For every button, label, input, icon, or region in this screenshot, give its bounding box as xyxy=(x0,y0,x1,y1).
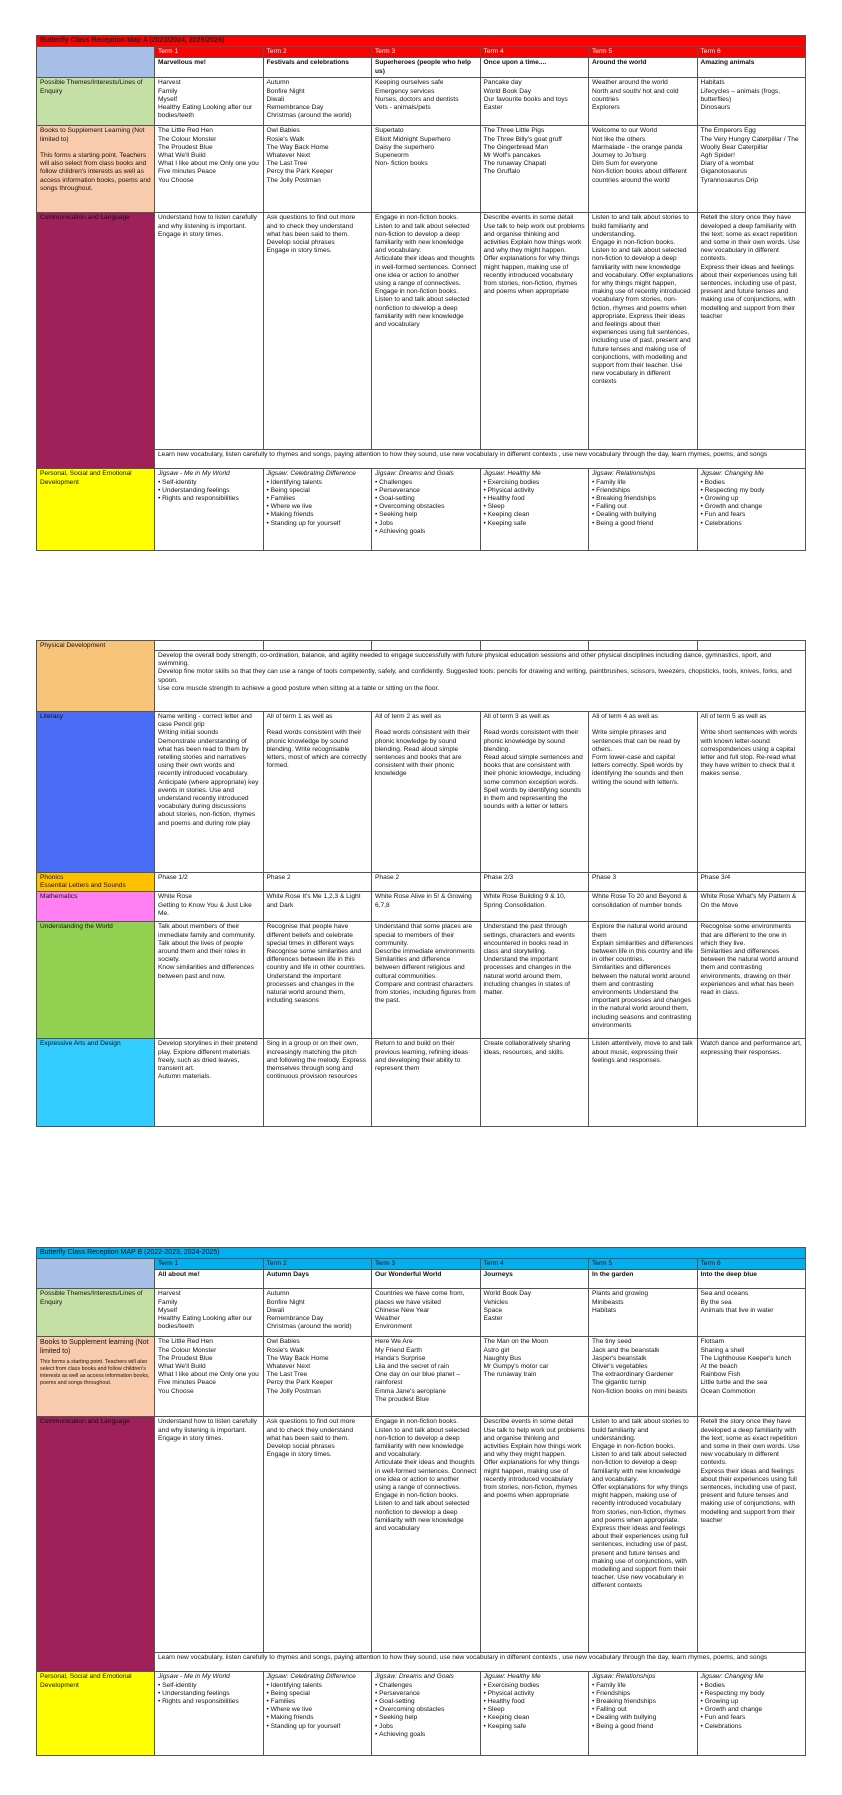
psed-heading: Jigsaw: Relationships xyxy=(592,470,656,478)
map-b-corner xyxy=(37,1259,155,1289)
blank-cell xyxy=(480,641,589,651)
map-a-comm-1: Understand how to listen carefully and why listening is important. Engage in story times. xyxy=(155,213,264,450)
psed-list-item: • Healthy food xyxy=(484,495,586,503)
psed-list-item: • Challenges xyxy=(375,1682,477,1690)
psed-list-item: • Growing up xyxy=(701,1698,803,1706)
map-a-psed-label: Personal, Social and Emotional Development xyxy=(37,469,155,551)
map-b-themes-2: Autumn Bonfire Night Diwali Remembrance Day Christmas (around the world) xyxy=(263,1289,372,1337)
psed-list-item: • Families xyxy=(267,495,369,503)
psed-list-item: • Celebrations xyxy=(701,1723,803,1731)
psed-list-item: • Perseverance xyxy=(375,1690,477,1698)
psed-list-item: • Breaking friendships xyxy=(592,495,694,503)
map-b-books-note: This forms a starting point. Teachers will also select from class books and follow children's interests as well as access information books, poems and songs throughout. xyxy=(40,1359,150,1387)
maths-3: White Rose Alive in 5! & Growing 6,7,8 xyxy=(372,892,481,922)
map-a-themes-label: Possible Themes/Interests/Lines of Enquiry xyxy=(37,78,155,126)
map-b-books-label-cell xyxy=(37,1337,155,1417)
map-b-term-4: Term 4 xyxy=(480,1259,589,1270)
map-a-themes-1: Harvest Family Myself Healthy Eating Looking after our bodies/teeth xyxy=(155,78,264,126)
psed-list-item: • Rights and responsibilities xyxy=(158,495,260,503)
map-b-themes-3: Countries we have come from, places we have visited Chinese New Year Weather Environment xyxy=(372,1289,481,1337)
physical-label: Physical Development xyxy=(37,641,155,712)
map-a-topic-6: Amazing animals xyxy=(697,58,806,78)
map-b-topic-2: Autumn Days xyxy=(263,1270,372,1289)
map-a-comm-6: Retell the story once they have developed a deep familiarity with the text; some as exact repetition and some in their own words. Use new vocabulary in different contexts. Express their ideas and feelings about their experiences using full sentences, including use of past, present and future tenses and making use of conjunctions, with modelling and support from their teacher xyxy=(697,213,806,450)
map-b-psed-5 xyxy=(589,1672,698,1756)
map-b-books-2: Owl Babies Rosie's Walk The Way Back Home Whatever Next The Last Tree Percy the Park Keeper The Jolly Postman xyxy=(263,1337,372,1417)
map-b-comm-4: Describe events in some detail Use talk to help work out problems and organise thinking and activities Explain how things work and why they might happen. Offer explanations for why things might happen, making use of recently introduced vocabulary from stories, non-fiction, rhymes and poems when appropriate xyxy=(480,1417,589,1653)
map-b-psed-6 xyxy=(697,1672,806,1756)
map-a-title: Butterfly Class Reception Map A (2023/2024, 2025/2026) xyxy=(37,36,806,47)
map-b-comm-label: Communication and Language xyxy=(37,1417,155,1672)
phonics-5: Phase 3 xyxy=(589,873,698,892)
psed-list xyxy=(484,479,586,528)
psed-list xyxy=(592,479,694,528)
phonics-label: Phonics Essential Letters and Sounds xyxy=(37,873,155,892)
ead-2: Sing in a group or on their own, increasingly matching the pitch and following the melody. Express themselves through song and continuous provision resources xyxy=(263,1039,372,1127)
map-a xyxy=(36,35,806,551)
map-b-books-1: The Little Red Hen The Colour Monster The Proudest Blue What We'll Build What I like about me Only one you Five minutes Peace You Choose xyxy=(155,1337,264,1417)
literacy-2: All of term 1 as well as Read words consistent with their phonic knowledge by sound blending. Write recognisable letters, most of which are correctly formed. xyxy=(263,712,372,873)
map-a-comm-span: Learn new vocabulary, listen carefully to rhymes and songs, paying attention to how they sound, use new vocabulary in different contexts , use new vocabulary through the day, learn rhymes, poems, and songs xyxy=(155,450,806,469)
maths-2: White Rose It's Me 1,2,3 & Light and Dark xyxy=(263,892,372,922)
utw-6: Recognise some environments that are different to the one in which they live. Similarities and differences between the natural world around them and contrasting environments, drawing on their experiences and what has been read in class. xyxy=(697,922,806,1039)
map-b-comm-6: Retell the story once they have developed a deep familiarity with the text; some as exact repetition and some in their own words. Use new vocabulary in different contexts. Express their ideas and feelings about their experiences using full sentences, including use of past, present and future tenses and making use of conjunctions, with modelling and support from their teacher xyxy=(697,1417,806,1653)
map-a-books-2: Owl Babies Rosie's Walk The Way Back Home Whatever Next The Last Tree Percy the Park Keeper The Jolly Postman xyxy=(263,126,372,213)
psed-list-item: • Dealing with bullying xyxy=(592,511,694,519)
psed-list-item: • Growth and change xyxy=(701,503,803,511)
map-a-topic-5: Around the world xyxy=(589,58,698,78)
psed-list-item: • Jobs xyxy=(375,1723,477,1731)
map-b-topic-1: All about me! xyxy=(155,1270,264,1289)
map-a-comm-label: Communication and Language xyxy=(37,213,155,469)
psed-heading: Jigsaw: Relationships xyxy=(592,1673,656,1681)
psed-list xyxy=(158,1682,260,1707)
psed-list xyxy=(158,479,260,504)
psed-heading: Jigsaw: Celebrating Difference xyxy=(266,470,356,478)
areas-table xyxy=(36,640,806,1127)
map-a-topic-3: Superheroes (people who help us) xyxy=(372,58,481,78)
psed-heading: Jigsaw: Changing Me xyxy=(700,470,764,478)
psed-list xyxy=(701,479,803,528)
psed-list-item: • Overcoming obstacles xyxy=(375,1706,477,1714)
map-a-books-6: The Emperors Egg The Very Hungry Caterpillar / The Woolly Bear Caterpillar Agh Spider! Diary of a wombat Giganotosaurus Tyrannosaurus Drip xyxy=(697,126,806,213)
psed-list-item: • Rights and responsibilities xyxy=(158,1698,260,1706)
utw-4: Understand the past through settings, characters and events encountered in books read in class and storytelling. Understand the important processes and changes in the natural world around them, including changes in states of matter. xyxy=(480,922,589,1039)
map-a-term-3: Term 3 xyxy=(372,47,481,58)
psed-list-item: • Friendships xyxy=(592,487,694,495)
psed-list-item: • Seeking help xyxy=(375,1714,477,1722)
map-a-term-2: Term 2 xyxy=(263,47,372,58)
psed-list-item: • Family life xyxy=(592,479,694,487)
map-a-themes-6: Habitats Lifecycles – animals (frogs, butterflies) Dinosaurs xyxy=(697,78,806,126)
map-a-comm-4: Describe events in some detail Use talk to help work out problems and organise thinking and activities Explain how things work and why they might happen. Offer explanations for why things might happen, making use of recently introduced vocabulary from stories, non-fiction, rhymes and poems when appropriate xyxy=(480,213,589,450)
map-b-term-3: Term 3 xyxy=(372,1259,481,1270)
psed-list-item: • Growing up xyxy=(701,495,803,503)
psed-list-item: • Overcoming obstacles xyxy=(375,503,477,511)
phonics-4: Phase 2/3 xyxy=(480,873,589,892)
psed-heading: Jigsaw: Dreams and Goals xyxy=(375,470,454,478)
map-a-psed-6 xyxy=(697,469,806,551)
map-a-term-5: Term 5 xyxy=(589,47,698,58)
psed-list-item: • Perseverance xyxy=(375,487,477,495)
psed-list-item: • Standing up for yourself xyxy=(267,520,369,528)
ead-label: Expressive Arts and Design xyxy=(37,1039,155,1127)
psed-list-item: • Bodies xyxy=(701,1682,803,1690)
physical-text: Develop the overall body strength, co-ordination, balance, and agility needed to engage successfully with future physical education sessions and other physical disciplines including dance, gymnastics, sport, and swimming. Develop fine motor skills so that they can use a range of tools competently, safely, and confidently. Suggested tools: pencils for drawing and writing, paintbrushes, scissors, tweezers, chopsticks, tools, knives, forks, and spoon. Use core muscle strength to achieve a good posture when sitting at a table or sitting on the floor. xyxy=(155,651,806,712)
blank-cell xyxy=(263,641,372,651)
psed-list-item: • Self-identity xyxy=(158,1682,260,1690)
map-b-title: Butterfly Class Reception MAP B (2022-2023, 2024-2025) xyxy=(37,1248,806,1259)
ead-3: Return to and build on their previous learning, refining ideas and developing their ability to represent them xyxy=(372,1039,481,1127)
literacy-6: All of term 5 as well as Write short sentences with words with known letter-sound correspondences using a capital letter and full stop. Re-read what they have written to check that it makes sense. xyxy=(697,712,806,873)
map-a-term-1: Term 1 xyxy=(155,47,264,58)
map-b-term-5: Term 5 xyxy=(589,1259,698,1270)
psed-heading: Jigsaw: Changing Me xyxy=(700,1673,764,1681)
map-b-themes-4: World Book Day Vehicles Space Easter xyxy=(480,1289,589,1337)
map-a-comm-3: Engage in non-fiction books. Listen to and talk about selected non-fiction to develop a deep familiarity with new knowledge and vocabulary. Articulate their ideas and thoughts in well-formed sentences. Connect one idea or action to another using a range of connectives. Engage in non-fiction books. Listen to and talk about selected nonfiction to develop a deep familiarity with new knowledge and vocabulary xyxy=(372,213,481,450)
psed-list-item: • Keeping clean xyxy=(484,1714,586,1722)
map-a-books-1: The Little Red Hen The Colour Monster The Proudest Blue What We'll Build What I like about me Only one you Five minutes Peace You Choose xyxy=(155,126,264,213)
psed-list-item: • Being a good friend xyxy=(592,1723,694,1731)
map-a-table xyxy=(36,35,806,551)
ead-6: Watch dance and performance art, expressing their responses. xyxy=(697,1039,806,1127)
psed-list-item: • Where we live xyxy=(267,1706,369,1714)
maths-6: White Rose What's My Pattern & On the Move xyxy=(697,892,806,922)
map-b-themes-1: Harvest Family Myself Healthy Eating Looking after our bodies/teeth xyxy=(155,1289,264,1337)
map-b-term-6: Term 6 xyxy=(697,1259,806,1270)
maths-4: White Rose Building 9 & 10, Spring Consolidation. xyxy=(480,892,589,922)
map-b-table xyxy=(36,1247,806,1756)
map-a-themes-3: Keeping ourselves safe Emergency services Nurses, doctors and dentists Vets - animals/pets xyxy=(372,78,481,126)
blank-cell xyxy=(589,641,698,651)
map-a-psed-3 xyxy=(372,469,481,551)
psed-list-item: • Respecting my body xyxy=(701,1690,803,1698)
psed-list-item: • Where we live xyxy=(267,503,369,511)
psed-heading: Jigsaw: Healthy Me xyxy=(483,470,541,478)
map-a-themes-4: Pancake day World Book Day Our favourite books and toys Easter xyxy=(480,78,589,126)
map-a-term-4: Term 4 xyxy=(480,47,589,58)
maths-1: White Rose Getting to Know You & Just Like Me. xyxy=(155,892,264,922)
psed-list-item: • Making friends xyxy=(267,1714,369,1722)
psed-list-item: • Sleep xyxy=(484,503,586,511)
psed-list xyxy=(267,479,369,528)
blank-cell xyxy=(372,641,481,651)
psed-list-item: • Friendships xyxy=(592,1690,694,1698)
literacy-label: Literacy xyxy=(37,712,155,873)
blank-cell xyxy=(697,641,806,651)
map-b-books-5: The tiny seed Jack and the beanstalk Jasper's beanstalk Oliver's vegetables The extraordinary Gardener The gigantic turnip Non-fiction books on mini beasts xyxy=(589,1337,698,1417)
psed-list-item: • Understanding feelings xyxy=(158,1690,260,1698)
map-a-topic-4: Once upon a time.... xyxy=(480,58,589,78)
map-b-comm-2: Ask questions to find out more and to check they understand what has been said to them. Develop social phrases Engage in story times. xyxy=(263,1417,372,1653)
psed-list-item: • Bodies xyxy=(701,479,803,487)
psed-list-item: • Understanding feelings xyxy=(158,487,260,495)
map-a-topic-2: Festivals and celebrations xyxy=(263,58,372,78)
psed-list xyxy=(592,1682,694,1731)
psed-list-item: • Self-identity xyxy=(158,479,260,487)
map-b-books-4: The Man on the Moon Astro girl Naughty Bus Mr Gumpy's motor car The runaway train xyxy=(480,1337,589,1417)
map-b-themes-5: Plants and growing Minibeasts Habitats xyxy=(589,1289,698,1337)
psed-heading: Jigsaw: Celebrating Difference xyxy=(266,1673,356,1681)
map-a-comm-2: Ask questions to find out more and to check they understand what has been said to them. Develop social phrases Engage in story times. xyxy=(263,213,372,450)
psed-list xyxy=(267,1682,369,1731)
psed-list-item: • Goal-setting xyxy=(375,495,477,503)
maths-5: White Rose To 20 and Beyond & consolidation of number bonds xyxy=(589,892,698,922)
psed-list-item: • Family life xyxy=(592,1682,694,1690)
psed-list-item: • Physical activity xyxy=(484,1690,586,1698)
psed-list-item: • Identifying talents xyxy=(267,1682,369,1690)
psed-list-item: • Falling out xyxy=(592,503,694,511)
map-b-comm-3: Engage in non-fiction books. Listen to and talk about selected non-fiction to develop a deep familiarity with new knowledge and vocabulary. Articulate their ideas and thoughts in well-formed sentences. Connect one idea or action to another using a range of connectives. Engage in non-fiction books. Listen to and talk about selected nonfiction to develop a deep familiarity with new knowledge and vocabulary xyxy=(372,1417,481,1653)
map-b-psed-2 xyxy=(263,1672,372,1756)
map-b-psed-label: Personal, Social and Emotional Development xyxy=(37,1672,155,1756)
ead-4: Create collaboratively sharing ideas, resources, and skills. xyxy=(480,1039,589,1127)
map-a-comm-5: Listen to and talk about stories to build familiarity and understanding. Engage in non-fiction books. Listen to and talk about selected non-fiction to develop a deep familiarity with new knowledge and vocabulary. Offer explanations for why things might happen, making use of recently introduced vocabulary from stories, non-fiction, rhymes and poems when appropriate. Express their ideas and feelings about their experiences using full sentences, including use of past, present and future tenses and making use of conjunctions, with modelling and support from their teacher. Use new vocabulary in different contexts xyxy=(589,213,698,450)
map-b-psed-1 xyxy=(155,1672,264,1756)
utw-1: Talk about members of their immediate family and community. Talk about the lives of people around them and their roles in society. Know similarities and differences between past and now. xyxy=(155,922,264,1039)
maths-label: Mathematics xyxy=(37,892,155,922)
psed-list-item: • Keeping clean xyxy=(484,511,586,519)
psed-list-item: • Being a good friend xyxy=(592,520,694,528)
literacy-3: All of term 2 as well as Read words consistent with their phonic knowledge by sound blending. Read aloud simple sentences and books that are consistent with their phonic knowledge xyxy=(372,712,481,873)
utw-label: Understanding the World xyxy=(37,922,155,1039)
psed-list-item: • Challenges xyxy=(375,479,477,487)
map-a-term-6: Term 6 xyxy=(697,47,806,58)
psed-list-item: • Being special xyxy=(267,1690,369,1698)
map-a-topic-1: Marvellous me! xyxy=(155,58,264,78)
psed-list-item: • Respecting my body xyxy=(701,487,803,495)
map-b-psed-3 xyxy=(372,1672,481,1756)
map-a-psed-4 xyxy=(480,469,589,551)
map-a-psed-2 xyxy=(263,469,372,551)
map-b-comm-5: Listen to and talk about stories to build familiarity and understanding. Engage in non-fiction books. Listen to and talk about selected non-fiction to develop a deep familiarity with new knowledge and vocabulary. Offer explanations for why things might happen, making use of recently introduced vocabulary from stories, non-fiction, rhymes and poems when appropriate. Express their ideas and feelings about their experiences using full sentences, including use of past, present and future tenses and making use of conjunctions, with modelling and support from their teacher. Use new vocabulary in different contexts xyxy=(589,1417,698,1653)
ead-5: Listen attentively, move to and talk about music, expressing their feelings and responses. xyxy=(589,1039,698,1127)
psed-list-item: • Seeking help xyxy=(375,511,477,519)
map-a-books-4: The Three Little Pigs The Three Billy's goat gruff The Gingerbread Man Mr Wolf's pancakes The runaway Chapati The Gruffalo xyxy=(480,126,589,213)
map-b-term-2: Term 2 xyxy=(263,1259,372,1270)
map-a-psed-1 xyxy=(155,469,264,551)
psed-list-item: • Keeping safe xyxy=(484,520,586,528)
map-b-themes-label: Possible Themes/Interests/Lines of Enquiry xyxy=(37,1289,155,1337)
psed-list-item: • Keeping safe xyxy=(484,1723,586,1731)
map-b-comm-span: Learn new vocabulary, listen carefully to rhymes and songs, paying attention to how they sound, use new vocabulary in different contexts , use new vocabulary through the day, learn rhymes, poems, and songs xyxy=(155,1653,806,1672)
map-a-books-3: Supertato Elliott Midnight Superhero Daisy the superhero Superworm Non- fiction books xyxy=(372,126,481,213)
map-a-psed-5 xyxy=(589,469,698,551)
map-b-books-label: Books to Supplement learning (Not limited to) xyxy=(40,1339,149,1356)
psed-list xyxy=(701,1682,803,1731)
psed-list-item: • Goal-setting xyxy=(375,1698,477,1706)
psed-list-item: • Being special xyxy=(267,487,369,495)
map-a-books-5: Welcome to our World Not like the others Marmalade - the orange panda Journey to Jo'burg Dim Sum for everyone Non-fiction books about different countries around the world xyxy=(589,126,698,213)
phonics-2: Phase 2 xyxy=(263,873,372,892)
psed-list-item: • Breaking friendships xyxy=(592,1698,694,1706)
psed-list-item: • Making friends xyxy=(267,511,369,519)
psed-list-item: • Identifying talents xyxy=(267,479,369,487)
psed-list-item: • Achieving goals xyxy=(375,1731,477,1739)
psed-list-item: • Dealing with bullying xyxy=(592,1714,694,1722)
literacy-5: All of term 4 as well as Write simple phrases and sentences that can be read by others. Form lower-case and capital letters correctly. Spell words by identifying the sounds and then writing the sound with letter/s. xyxy=(589,712,698,873)
map-a-themes-5: Weather around the world North and south/ hot and cold countries Explorers xyxy=(589,78,698,126)
map-a-corner xyxy=(37,47,155,78)
psed-heading: Jigsaw: Healthy Me xyxy=(483,1673,541,1681)
map-b xyxy=(36,1247,806,1756)
psed-list-item: • Sleep xyxy=(484,1706,586,1714)
map-b-topic-3: Our Wonderful World xyxy=(372,1270,481,1289)
map-b-topic-4: Journeys xyxy=(480,1270,589,1289)
psed-heading: Jigsaw - Me in My World xyxy=(158,470,230,478)
map-a-books-label: Books to Supplement Learning (Not limited to) This forms a starting point. Teachers will also select from class books and follow children's interests as well as access information books, poems and songs throughout. xyxy=(37,126,155,213)
literacy-1: Name writing - correct letter and case Pencil grip Writing initial sounds Demonstrate understanding of what has been read to them by retelling stories and narratives using their own words and recently introduced vocabulary. Anticipate (where appropriate) key events in stories. Use and understand recently introduced vocabulary during discussions about stories, non-fiction, rhymes and poems and during role play xyxy=(155,712,264,873)
psed-heading: Jigsaw - Me in My World xyxy=(158,1673,230,1681)
ead-1: Develop storylines in their pretend play. Explore different materials freely, such as dried leaves, transient art. Autumn materials. xyxy=(155,1039,264,1127)
psed-list-item: • Falling out xyxy=(592,1706,694,1714)
blank-cell xyxy=(155,641,264,651)
map-a-themes-2: Autumn Bonfire Night Diwali Remembrance Day Christmas (around the world) xyxy=(263,78,372,126)
utw-5: Explore the natural world around them Explain similarities and differences between life in this country and life in other countries. Similarities and differences between the natural world around them and contrasting environments Understand the important processes and changes in the natural world around them, including seasons and contrasting environments xyxy=(589,922,698,1039)
psed-heading: Jigsaw: Dreams and Goals xyxy=(375,1673,454,1681)
psed-list-item: • Exercising bodies xyxy=(484,1682,586,1690)
psed-list-item: • Achieving goals xyxy=(375,528,477,536)
psed-list-item: • Growth and change xyxy=(701,1706,803,1714)
map-b-term-1: Term 1 xyxy=(155,1259,264,1270)
psed-list-item: • Celebrations xyxy=(701,520,803,528)
literacy-4: All of term 3 as well as Read words consistent with their phonic knowledge by sound blending. Read aloud simple sentences and books that are consistent with their phonic knowledge, including some common exception words. Spell words by identifying sounds in them and representing the sounds with a letter or letters xyxy=(480,712,589,873)
utw-3: Understand that some places are special to members of their community. Describe immediate environments Similarities and difference between different religious and cultural communities. Compare and contrast characters from stories, including figures from the past. xyxy=(372,922,481,1039)
map-b-books-6: Flotsam Sharing a shell The Lighthouse Keeper's lunch At the beach Rainbow Fish Little turtle and the sea Ocean Commotion xyxy=(697,1337,806,1417)
psed-list-item: • Jobs xyxy=(375,520,477,528)
psed-list xyxy=(375,479,477,536)
areas-of-learning xyxy=(36,640,806,1127)
psed-list-item: • Healthy food xyxy=(484,1698,586,1706)
map-b-themes-6: Sea and oceans By the sea Animals that live in water xyxy=(697,1289,806,1337)
phonics-6: Phase 3/4 xyxy=(697,873,806,892)
utw-2: Recognise that people have different beliefs and celebrate special times in different ways Recognise some similarities and differences between life in this country and life in other countries. Understand the important processes and changes in the natural world around them, including seasons xyxy=(263,922,372,1039)
map-b-psed-4 xyxy=(480,1672,589,1756)
psed-list-item: • Physical activity xyxy=(484,487,586,495)
psed-list-item: • Fun and fears xyxy=(701,1714,803,1722)
psed-list-item: • Families xyxy=(267,1698,369,1706)
psed-list xyxy=(484,1682,586,1731)
phonics-3: Phase 2 xyxy=(372,873,481,892)
map-b-books-3: Here We Are My Friend Earth Handa's Surprise Lila and the secret of rain One day on our blue planet – rainforest Emma Jane's aeroplane The proudest Blue xyxy=(372,1337,481,1417)
psed-list-item: • Standing up for yourself xyxy=(267,1723,369,1731)
map-b-topic-6: Into the deep blue xyxy=(697,1270,806,1289)
map-b-comm-1: Understand how to listen carefully and why listening is important. Engage in story times. xyxy=(155,1417,264,1653)
psed-list-item: • Fun and fears xyxy=(701,511,803,519)
map-b-topic-5: In the garden xyxy=(589,1270,698,1289)
psed-list-item: • Exercising bodies xyxy=(484,479,586,487)
phonics-1: Phase 1/2 xyxy=(155,873,264,892)
psed-list xyxy=(375,1682,477,1739)
